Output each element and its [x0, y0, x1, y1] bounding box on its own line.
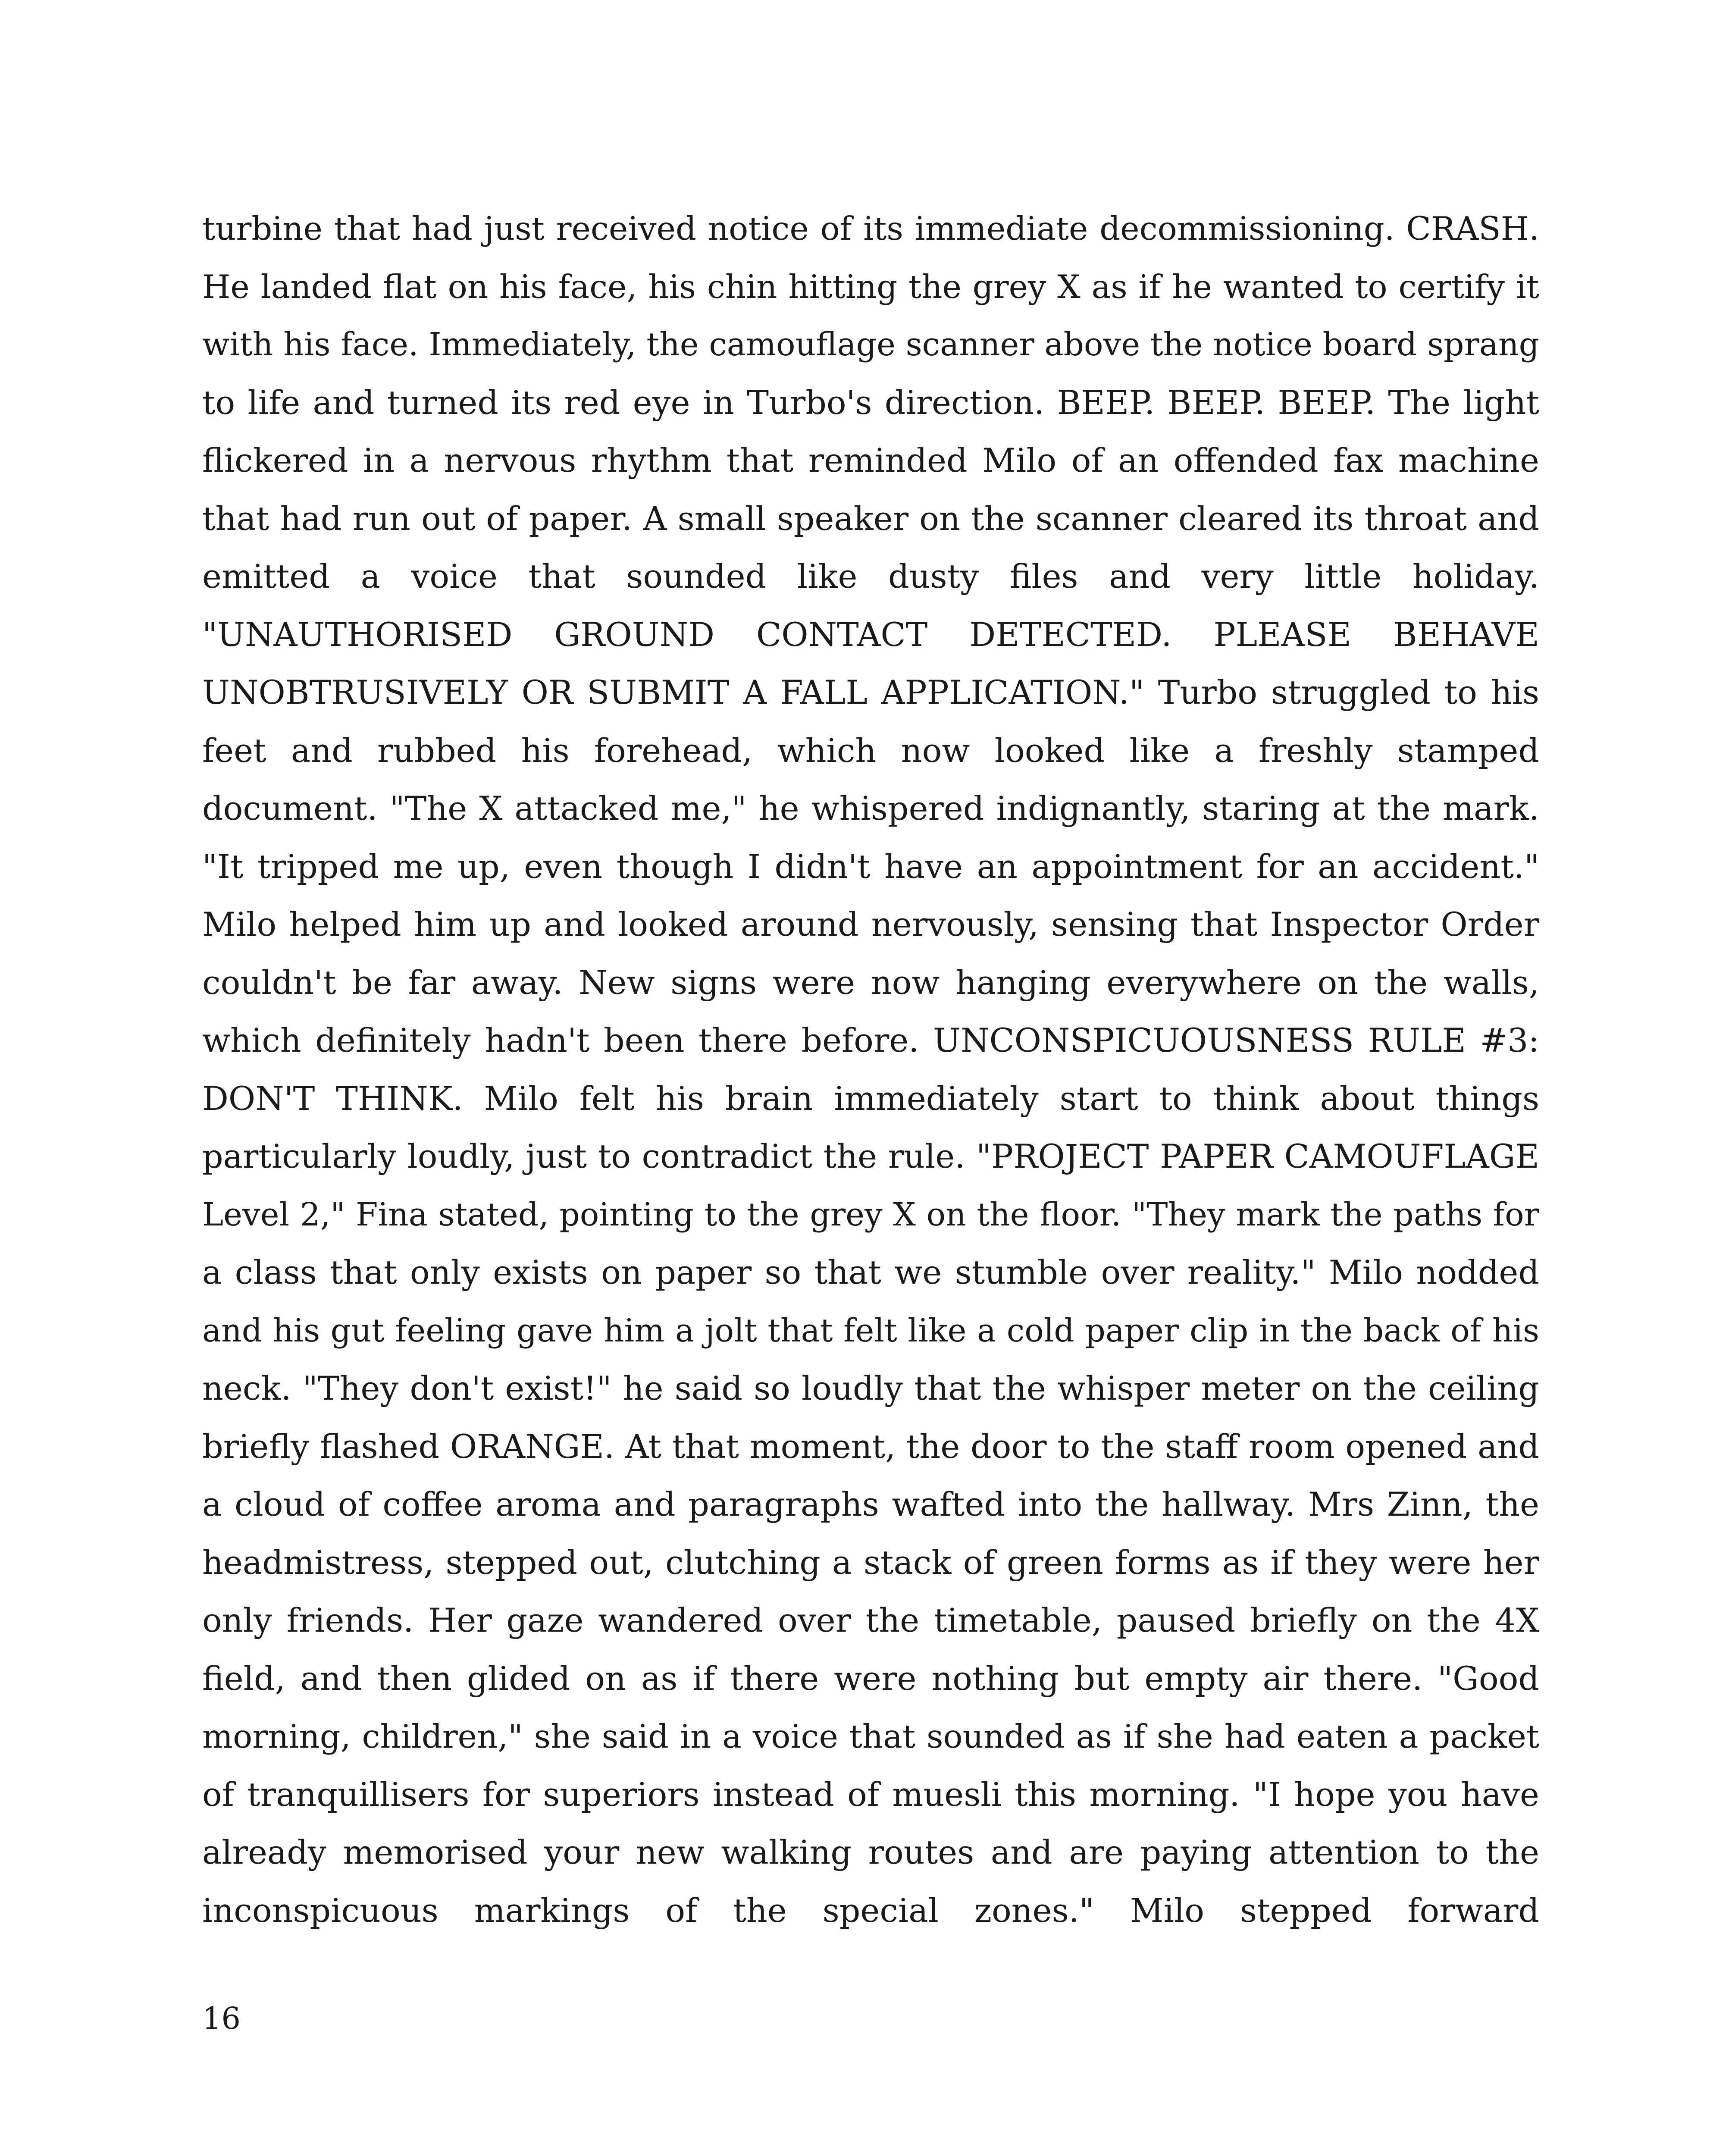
text-line: feet and rubbed his forehead, which now looked like a freshly stamped — [202, 731, 1539, 770]
text-line: UNOBTRUSIVELY OR SUBMIT A FALL APPLICATION." Turbo struggled to his — [202, 673, 1539, 711]
text-line: emitted a voice that sounded like dusty files and very little holiday. — [202, 557, 1539, 595]
text-line: field, and then glided on as if there were nothing but empty air there. "Good — [202, 1659, 1539, 1698]
text-line: "It tripped me up, even though I didn't have an appointment for an accident." — [202, 847, 1539, 886]
text-line: inconspicuous markings of the special zones." Milo stepped forward — [202, 1891, 1539, 1930]
text-line: that had run out of paper. A small speaker on the scanner cleared its throat and — [202, 499, 1539, 538]
text-line: turbine that had just received notice of its immediate decommissioning. CRASH. — [202, 210, 1539, 248]
text-line: of tranquillisers for superiors instead of muesli this morning. "I hope you have — [202, 1775, 1539, 1814]
text-line: couldn't be far away. New signs were now hanging everywhere on the walls, — [202, 963, 1539, 1002]
text-line: morning, children," she said in a voice that sounded as if she had eaten a packet — [202, 1717, 1539, 1755]
text-line: a cloud of coffee aroma and paragraphs wafted into the hallway. Mrs Zinn, the — [202, 1485, 1539, 1523]
text-line: and his gut feeling gave him a jolt that felt like a cold paper clip in the back of his — [202, 1312, 1539, 1349]
text-line: document. "The X attacked me," he whispered indignantly, staring at the mark. — [202, 789, 1539, 827]
text-line: flickered in a nervous rhythm that reminded Milo of an offended fax machine — [202, 441, 1539, 479]
text-line: headmistress, stepped out, clutching a stack of green forms as if they were her — [202, 1543, 1539, 1582]
text-line: neck. "They don't exist!" he said so loudly that the whisper meter on the ceiling — [202, 1369, 1539, 1407]
text-line: particularly loudly, just to contradict the rule. "PROJECT PAPER CAMOUFLAGE — [202, 1137, 1539, 1175]
text-line: Milo helped him up and looked around nervously, sensing that Inspector Order — [202, 905, 1539, 943]
page-number: 16 — [202, 2001, 241, 2036]
text-line: He landed flat on his face, his chin hitting the grey X as if he wanted to certify it — [202, 267, 1539, 306]
body-text — [202, 200, 1539, 1940]
text-line: with his face. Immediately, the camouflage scanner above the notice board sprang — [202, 326, 1539, 363]
text-line: to life and turned its red eye in Turbo's direction. BEEP. BEEP. BEEP. The light — [202, 383, 1539, 422]
text-line: already memorised your new walking routes and are paying attention to the — [202, 1833, 1539, 1871]
text-line: which definitely hadn't been there before. UNCONSPICUOUSNESS RULE #3: — [202, 1021, 1539, 1059]
text-line: Level 2," Fina stated, pointing to the grey X on the floor. "They mark the paths for — [202, 1196, 1539, 1233]
text-line: "UNAUTHORISED GROUND CONTACT DETECTED. PLEASE BEHAVE — [202, 615, 1539, 654]
text-line: DON'T THINK. Milo felt his brain immediately start to think about things — [202, 1079, 1539, 1118]
text-line: a class that only exists on paper so that we stumble over reality." Milo nodded — [202, 1253, 1539, 1291]
text-line: only friends. Her gaze wandered over the timetable, paused briefly on the 4X — [202, 1601, 1539, 1639]
text-line: briefly flashed ORANGE. At that moment, the door to the staff room opened and — [202, 1427, 1539, 1466]
